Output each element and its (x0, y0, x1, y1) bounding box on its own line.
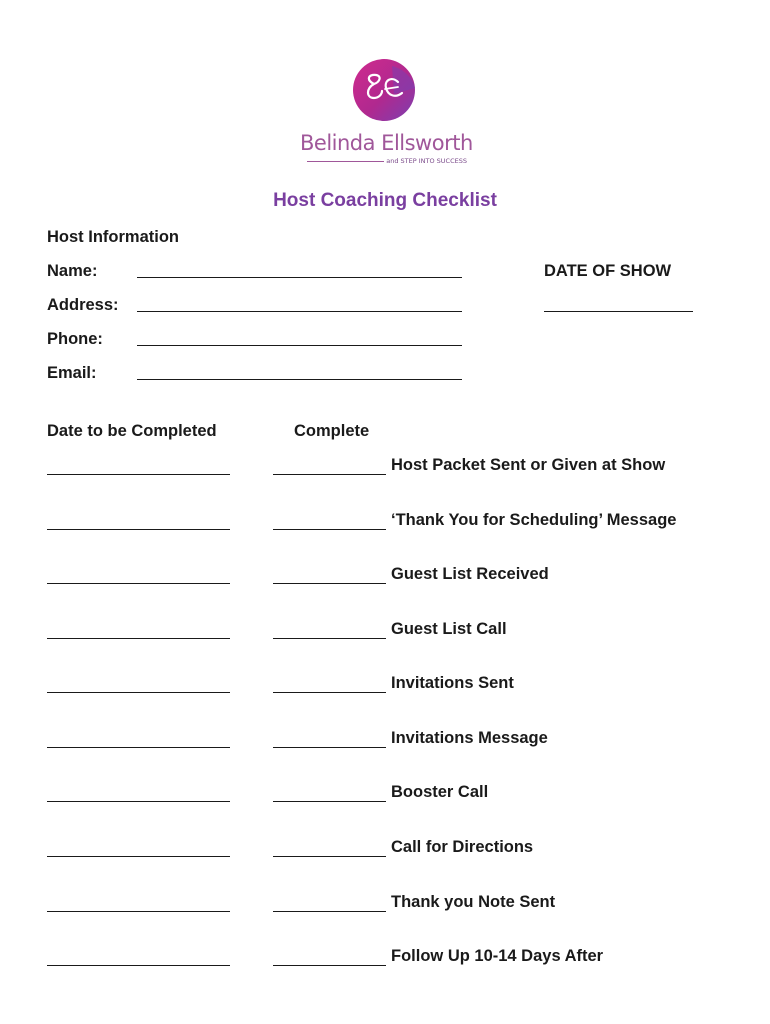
date-completed-field[interactable] (47, 856, 230, 857)
address-field[interactable] (137, 310, 462, 312)
complete-field[interactable] (273, 529, 386, 530)
date-completed-field[interactable] (47, 692, 230, 693)
brand-tagline-row (307, 157, 467, 165)
complete-field[interactable] (273, 583, 386, 584)
page-title: Host Coaching Checklist (273, 190, 497, 211)
task-label: Booster Call (391, 783, 489, 801)
checklist-row (0, 838, 770, 862)
email-field[interactable] (137, 378, 462, 380)
date-completed-field[interactable] (47, 801, 230, 802)
complete-column-header: Complete (294, 422, 370, 440)
task-label: Invitations Message (391, 729, 548, 747)
task-label: Follow Up 10-14 Days After (391, 947, 604, 965)
checklist-row (0, 893, 770, 917)
task-label: Guest List Received (391, 565, 549, 583)
date-completed-field[interactable] (47, 747, 230, 748)
name-label: Name: (47, 262, 98, 280)
address-label: Address: (47, 296, 119, 314)
complete-field[interactable] (273, 692, 386, 693)
brand-name: Belinda Ellsworth (300, 131, 473, 155)
complete-field[interactable] (273, 638, 386, 639)
name-field[interactable] (137, 276, 462, 278)
checklist-row (0, 674, 770, 698)
task-label: Call for Directions (391, 838, 534, 856)
task-label: Guest List Call (391, 620, 507, 638)
complete-field[interactable] (273, 747, 386, 748)
brand-logo-icon (352, 58, 416, 122)
email-label: Email: (47, 364, 97, 382)
complete-field[interactable] (273, 801, 386, 802)
task-label: Invitations Sent (391, 674, 514, 692)
date-completed-field[interactable] (47, 529, 230, 530)
tagline-rule (307, 161, 384, 162)
date-completed-field[interactable] (47, 474, 230, 475)
date-of-show-field[interactable] (544, 310, 693, 312)
complete-field[interactable] (273, 856, 386, 857)
date-completed-field[interactable] (47, 911, 230, 912)
task-label: Host Packet Sent or Given at Show (391, 456, 666, 474)
phone-field[interactable] (137, 344, 462, 346)
checklist-row (0, 456, 770, 480)
date-of-show-label: DATE OF SHOW (544, 262, 672, 280)
complete-field[interactable] (273, 911, 386, 912)
complete-field[interactable] (273, 965, 386, 966)
complete-field[interactable] (273, 474, 386, 475)
date-completed-field[interactable] (47, 638, 230, 639)
date-completed-field[interactable] (47, 965, 230, 966)
checklist-row (0, 729, 770, 753)
date-completed-field[interactable] (47, 583, 230, 584)
checklist-row (0, 947, 770, 971)
checklist-row (0, 620, 770, 644)
checklist-row (0, 565, 770, 589)
checklist-row (0, 783, 770, 807)
checklist-row (0, 511, 770, 535)
date-column-header: Date to be Completed (47, 422, 217, 440)
task-label: ‘Thank You for Scheduling’ Message (391, 511, 677, 529)
host-info-heading: Host Information (47, 228, 179, 246)
task-label: Thank you Note Sent (391, 893, 556, 911)
phone-label: Phone: (47, 330, 103, 348)
brand-tagline: and STEP INTO SUCCESS (386, 157, 467, 165)
